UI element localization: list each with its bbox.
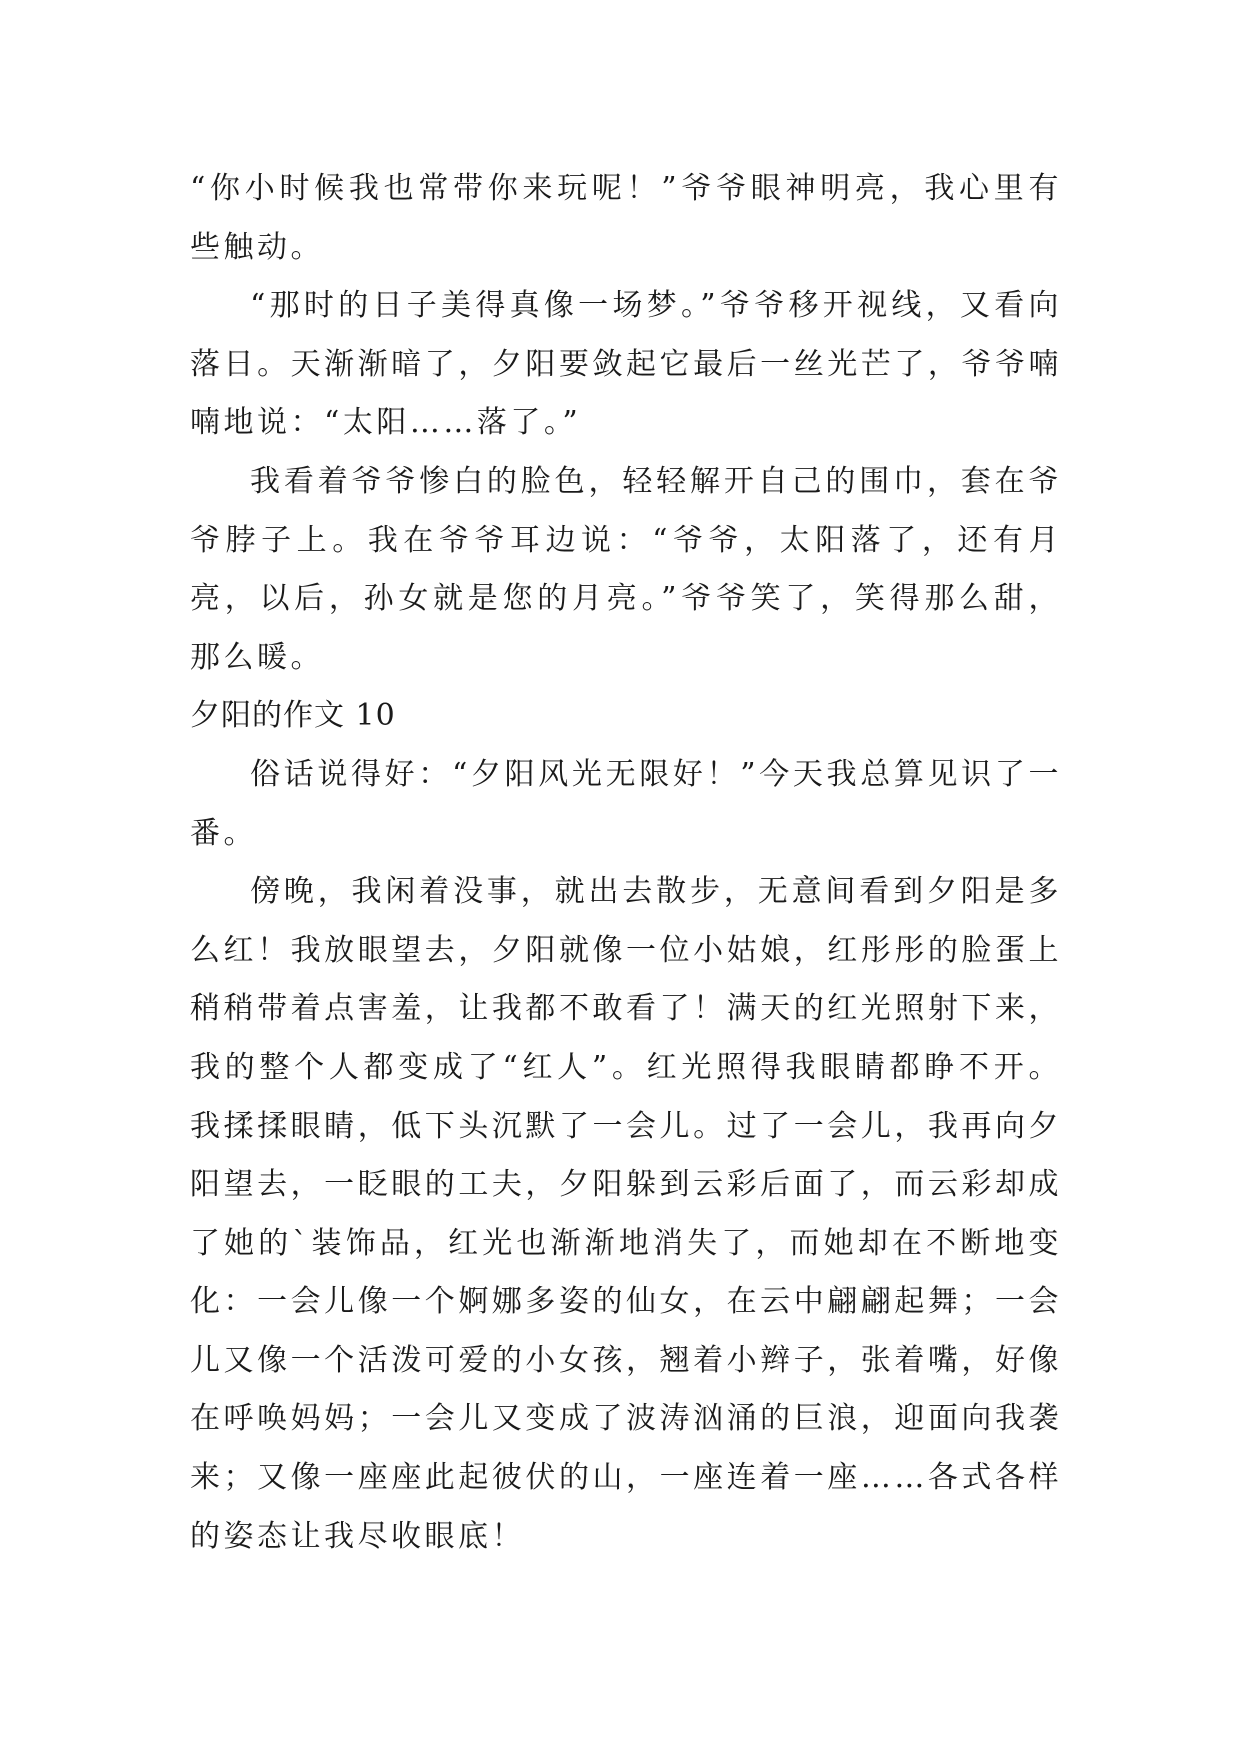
paragraph: “你小时候我也常带你来玩呢！”爷爷眼神明亮，我心里有些触动。 [190, 171, 1062, 265]
paragraph: 俗话说得好：“夕阳风光无限好！”今天我总算见识了一番。 [190, 756, 1062, 851]
paragraph: 傍晚，我闲着没事，就出去散步，无意间看到夕阳是多么红！我放眼望去，夕阳就像一位小姑娘，红彤彤的脸蛋上稍稍带着点害羞，让我都不敢看了！满天的红光照射下来，我的整个人都变成了“红人”。红光照得我眼睛都睁不开。我揉揉眼睛，低下头沉默了一会儿。过了一会儿，我再向夕阳望去，一眨眼的工夫，夕阳躲到云彩后面了，而云彩却成了她的`装饰品，红光也渐渐地消失了，而她却在不断地变化：一会儿像一个婀娜多姿的仙女，在云中翩翩起舞；一会儿又像一个活泼可爱的小女孩，翘着小辫子，张着嘴，好像在呼唤妈妈；一会儿又变成了波涛汹涌的巨浪，迎面向我袭来；又像一座座此起彼伏的山，一座连着一座……各式各样的姿态让我尽收眼底！ [190, 874, 1062, 1554]
paragraph: 我看着爷爷惨白的脸色，轻轻解开自己的围巾，套在爷爷脖子上。我在爷爷耳边说：“爷爷，太阳落了，还有月亮，以后，孙女就是您的月亮。”爷爷笑了，笑得那么甜，那么暖。 [190, 463, 1062, 675]
paragraph: “那时的日子美得真像一场梦。”爷爷移开视线，又看向落日。天渐渐暗了，夕阳要敛起它最后一丝光芒了，爷爷喃喃地说：“太阳……落了。” [190, 288, 1062, 441]
essay-heading: 夕阳的作文 10 [190, 698, 396, 734]
document-page [190, 160, 1062, 1566]
